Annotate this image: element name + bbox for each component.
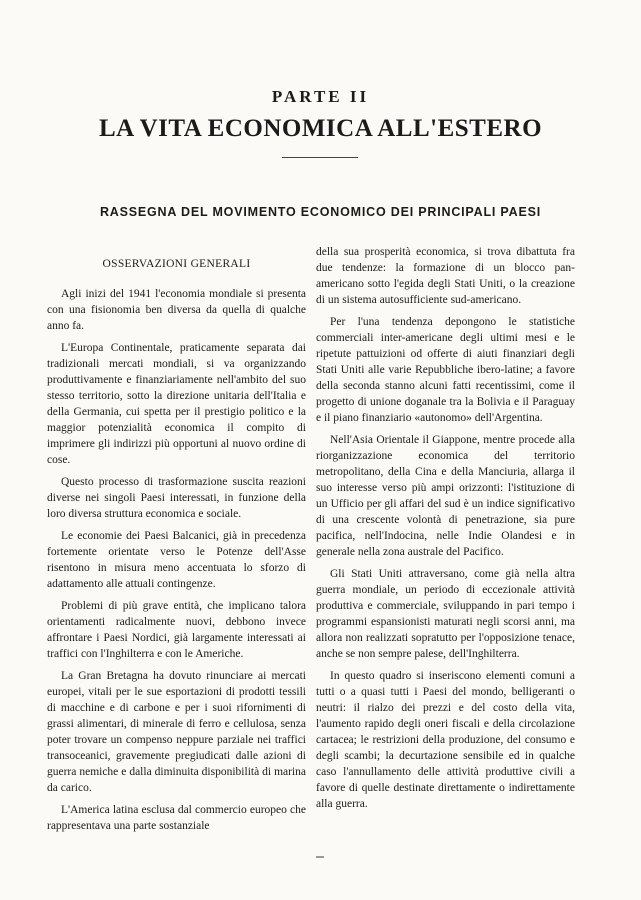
- right-column: [316, 244, 575, 818]
- column-heading: OSSERVAZIONI GENERALI: [102, 258, 251, 270]
- paragraph: L'America latina esclusa dal commercio europeo che rappresentava una parte sostanziale: [47, 804, 306, 832]
- paragraph: Gli Stati Uniti attraversano, come già nella altra guerra mondiale, un periodo di eccezionale attività produttiva e commerciale, sviluppando in pari tempo i programmi espansionisti maturati negli scorsi anni, ma allora non realizzati sopratutto per l'opposizione tenace, anche se non sempre palese, dell'Inghilterra.: [316, 568, 575, 660]
- main-title: LA VITA ECONOMICA ALL'ESTERO: [98, 115, 543, 142]
- paragraph: Agli inizi del 1941 l'economia mondiale si presenta con una fisionomia ben diversa da quella di qualche anno fa.: [47, 288, 306, 332]
- part-heading: PARTE II: [271, 87, 370, 106]
- paragraph-continuation: della sua prosperità economica, si trova dibattuta fra due tendenze: la formazione di un blocco pan-americano sotto l'egida degli Stati Uniti, o la creazione di un sistema autosufficiente sud-americano.: [316, 246, 575, 306]
- paragraph: In questo quadro si inseriscono elementi comuni a tutti o a quasi tutti i Paesi del mondo, belligeranti o neutri: il rialzo dei prezzi e del costo della vita, l'aumento rapido degli oneri fiscali e della circolazione cartacea; le restrizioni della produzione, del consumo e degli scambi; la decurtazione sensibile ed in qualche caso l'annullamento delle attività produttive civili a favore di quelle destinate direttamente o indirettamente alla guerra.: [316, 670, 575, 810]
- paragraph: Le economie dei Paesi Balcanici, già in precedenza fortemente orientate verso le Potenze dell'Asse risentono in misura meno accentuata lo sforzo di adattamento alle attuali contingenze.: [47, 530, 306, 590]
- title-rule: [282, 157, 358, 158]
- left-column: [47, 244, 306, 840]
- paragraph: Questo processo di trasformazione suscita reazioni diverse nei singoli Paesi interessati, in funzione della loro diversa struttura economica e sociale.: [47, 476, 306, 520]
- paragraph: Nell'Asia Orientale il Giappone, mentre procede alla riorganizzazione economica del territorio metropolitano, della Cina e della Manciuria, allarga il suo interesse verso più ampi orizzonti: l'istituzione di un Ufficio per gli affari del sud è un indice significativo di una crescente volontà di penetrazione, sia pure pacifica, nell'Indocina, nelle Indie Olandesi e in generale nella zona australe del Pacifico.: [316, 434, 575, 558]
- paragraph: Per l'una tendenza depongono le statistiche commerciali inter-americane degli ultimi mesi e le ripetute pattuizioni od offerte di aiuti finanziari degli Stati Uniti alle varie Repubbliche ibero-latine; a favore della seconda stanno alcuni fatti recentissimi, come il progetto di unione doganale tra la Bolivia e il Paraguay e il piano finanziario «autonomo» dell'Argentina.: [316, 316, 575, 424]
- paragraph: Problemi di più grave entità, che implicano talora orientamenti radicalmente nuovi, debbono invece affrontare i Paesi Nordici, già largamente interessati ai traffici con l'Inghilterra e con le Americhe.: [47, 600, 306, 660]
- page-mark: [316, 856, 324, 858]
- paragraph: La Gran Bretagna ha dovuto rinunciare ai mercati europei, vitali per le sue esportazioni di prodotti tessili di macchine e di carbone e per i suoi rifornimenti di grassi alimentari, di minerale di ferro e cellulosa, senza poter trovare un compenso neppure parziale nei traffici transoceanici, gravemente pregiudicati dalle azioni di guerra nemiche e dalla diminuita disponibilità di marina da carico.: [47, 670, 306, 794]
- paragraph: L'Europa Continentale, praticamente separata dai tradizionali mercati mondiali, si va organizzando produttivamente e finanziariamente nell'ambito del suo stesso territorio, sotto la direzione unitaria dell'Italia e della Germania, cui spetta per il prestigio politico e la maggior potenzialità economica il compito di imprimere gli indirizzi più opportuni al nuovo ordine di cose.: [47, 342, 306, 466]
- section-title: RASSEGNA DEL MOVIMENTO ECONOMICO DEI PRINCIPALI PAESI: [99, 205, 542, 219]
